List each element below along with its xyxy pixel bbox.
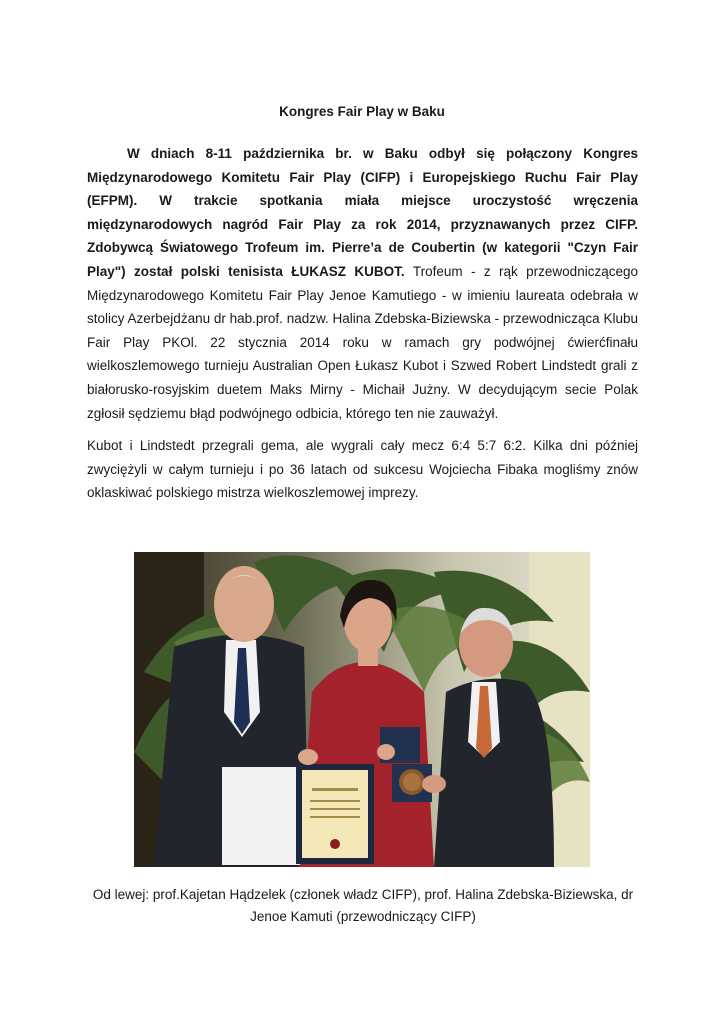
paragraph-2: Kubot i Lindstedt przegrali gema, ale wygrali cały mecz 6:4 5:7 6:2. Kilka dni później zwyciężyli w całym turnieju i po 36 latach od sukcesu Wojciecha Fibaka mogliśmy znów oklaskiwać polskiego mistrza wielkoszlemowej imprezy. xyxy=(87,438,638,501)
article-body xyxy=(87,142,638,505)
paragraph-1-lead: W dniach 8-11 października br. w Baku odbył się połączony Kongres Międzynarodowego Komitetu Fair Play (CIFP) i Europejskiego Ruchu Fair Play (EFPM). W trakcie spotkania miała miejsce uroczystość wręczenia międzynarodowych nagród Fair Play za rok 2014, przyznawanych przez CIFP. Zdobywcą Światowego Trofeum im. Pierre’a de Coubertin (w kategorii "Czyn Fair Play") został polski tenisista ŁUKASZ KUBOT. xyxy=(87,146,638,279)
award-ceremony-photo xyxy=(134,552,590,867)
photo-caption: Od lewej: prof.Kajetan Hądzelek (członek władz CIFP), prof. Halina Zdebska-Biziewska, dr Jenoe Kamuti (przewodniczący CIFP) xyxy=(92,887,634,924)
paragraph-1-continuation: Trofeum - z rąk przewodniczącego Międzynarodowego Komitetu Fair Play Jenoe Kamutiego - w imieniu laureata odebrała w stolicy Azerbejdżanu dr hab.prof. nadzw. Halina Zdebska-Biziewska - przewodnicząca Klubu Fair Play PKOl. 22 stycznia 2014 roku w ramach gry podwójnej ćwierćfinału wielkoszlemowego turnieju Australian Open Łukasz Kubot i Szwed Robert Lindstedt grali z białorusko-rosyjskim duetem Maks Mirny - Michaił Jużny. W decydującym secie Polak zgłosił sędziemu błąd podwójnego odbicia, którego ten nie zauważył. xyxy=(87,263,638,421)
paragraph-1 xyxy=(87,142,638,425)
document-title: Kongres Fair Play w Baku xyxy=(279,104,445,119)
